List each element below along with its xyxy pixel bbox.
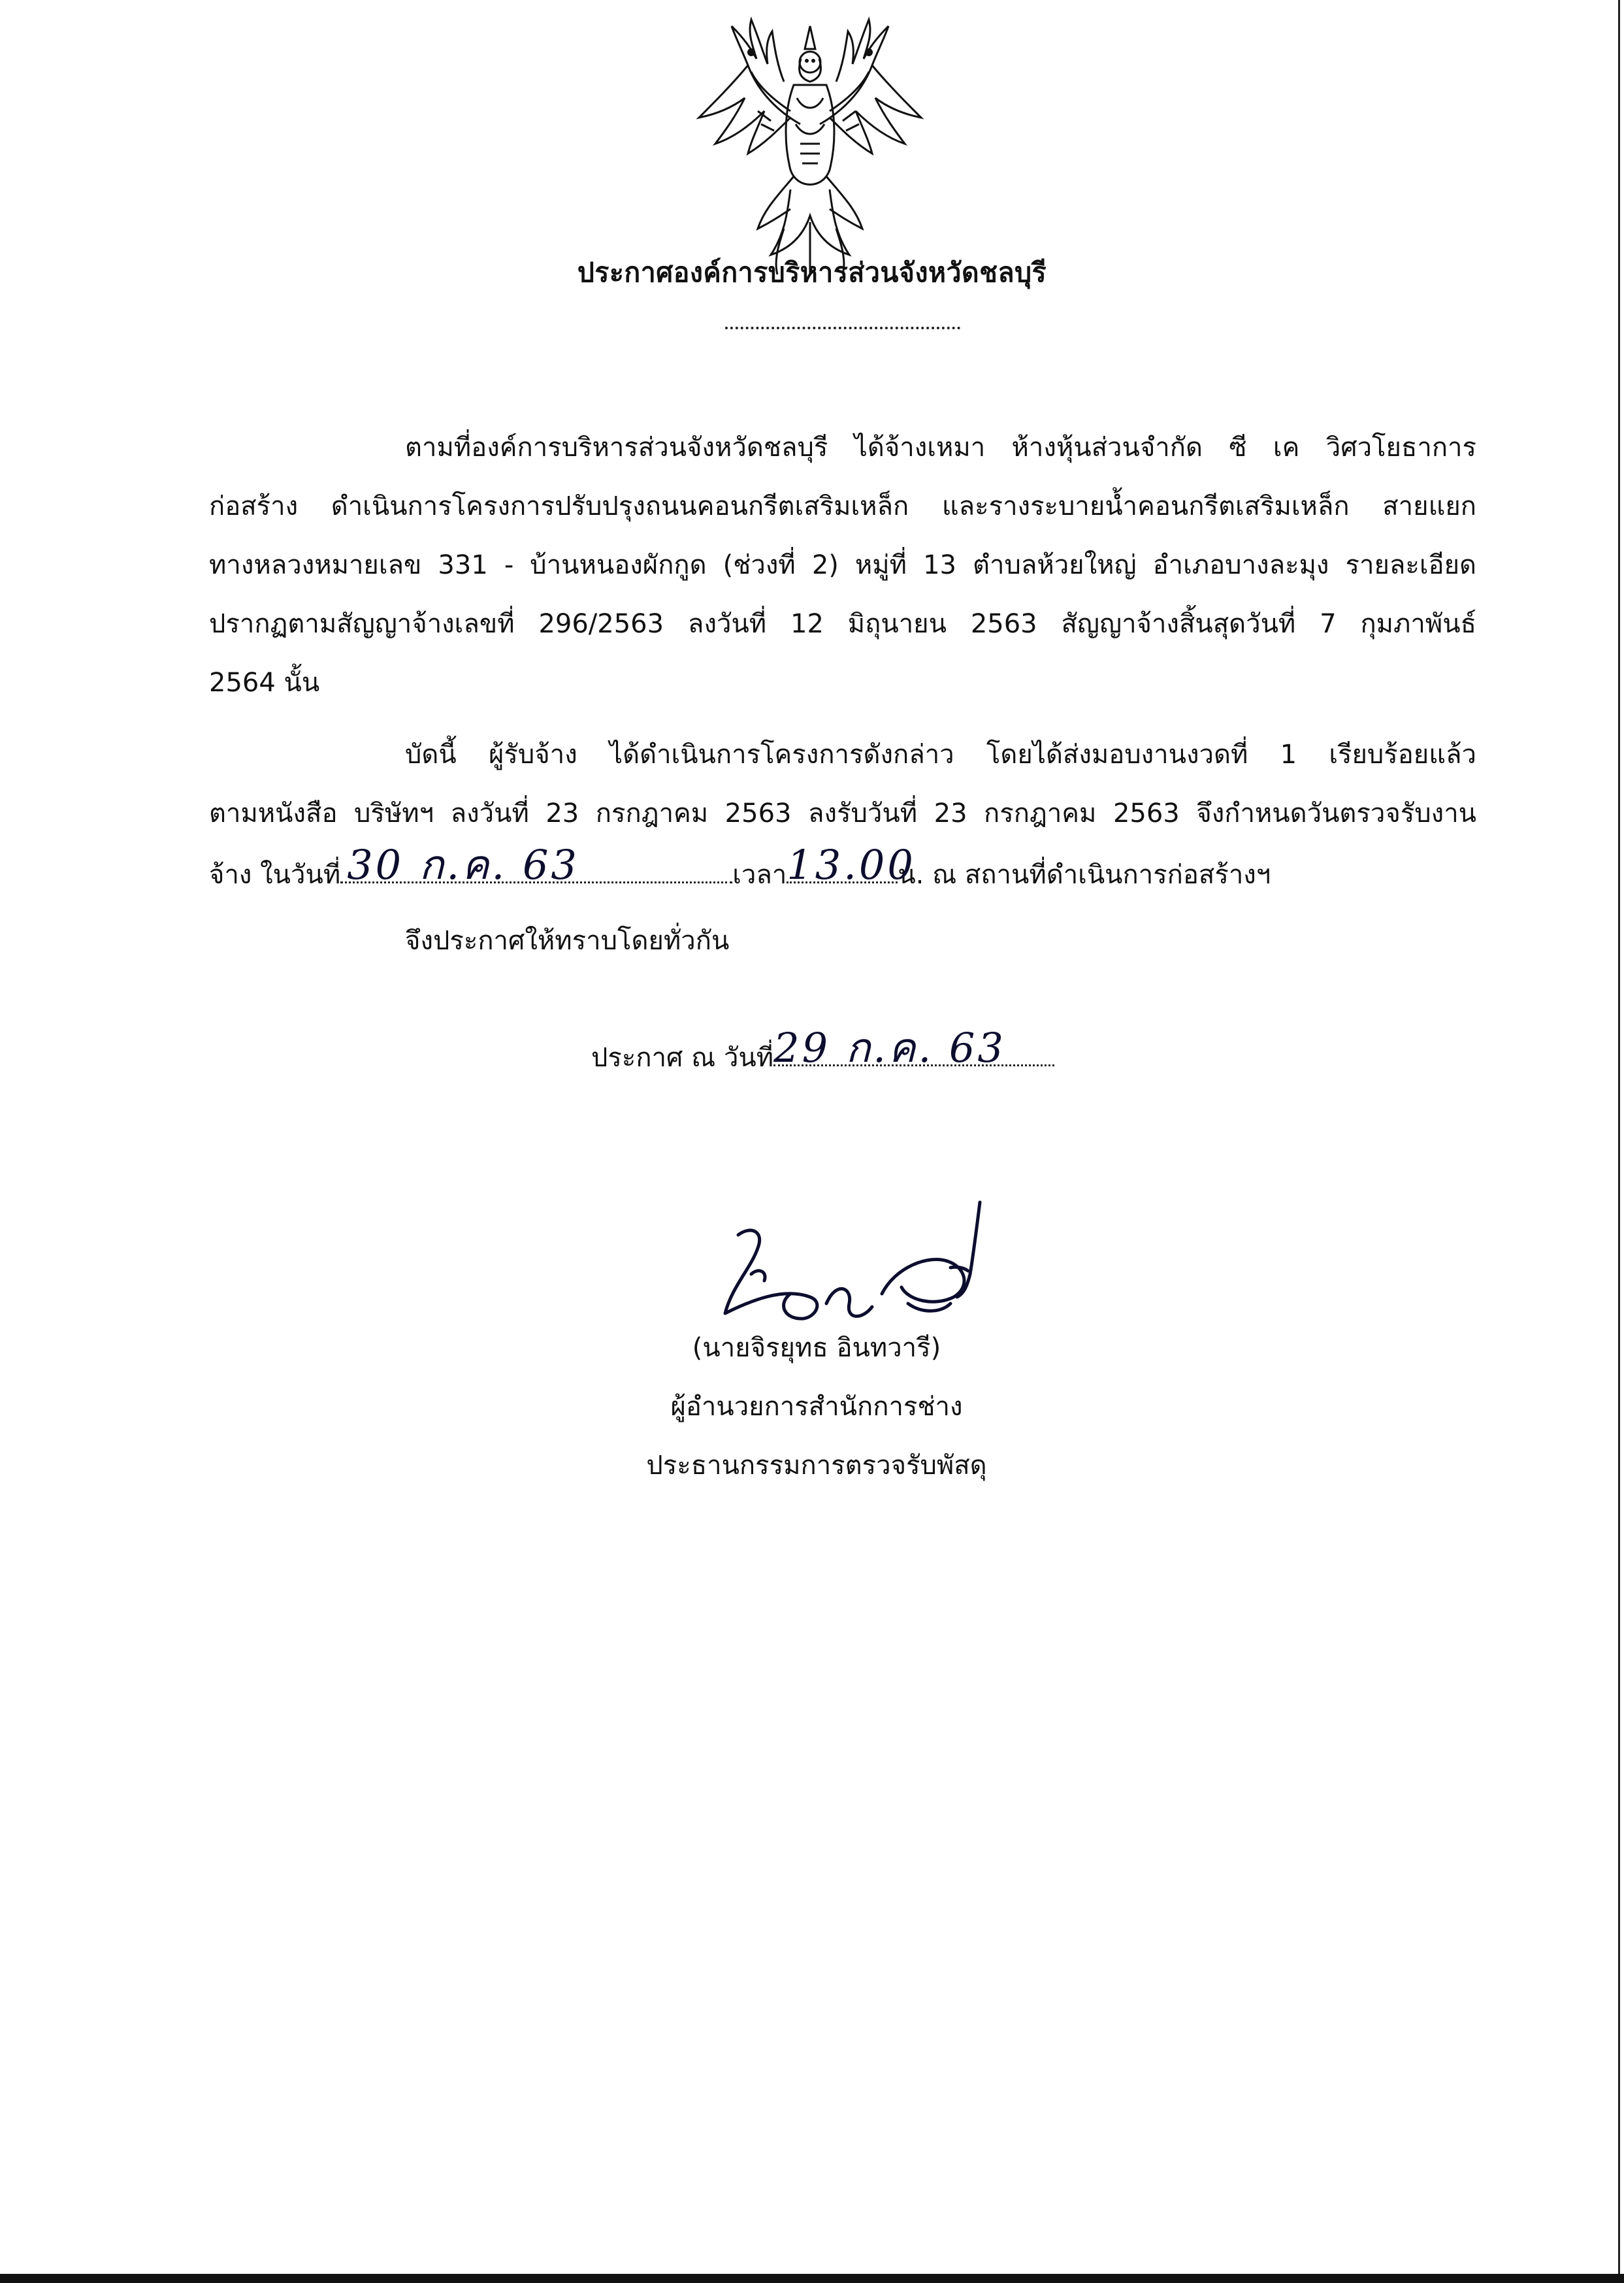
inspection-date-handwritten: 30 ก.ค. 63 xyxy=(347,841,579,889)
title-dotted-divider xyxy=(725,327,960,329)
handwritten-signature xyxy=(712,1189,1019,1339)
para2-line3 xyxy=(209,841,1271,890)
para1-line2: ก่อสร้าง ดำเนินการโครงการปรับปรุงถนนคอนกรีตเสริมเหล็ก และรางระบายน้ำคอนกรีตเสริมเหล็ก สายแยก xyxy=(209,491,1476,521)
announcement-date-handwritten: 29 ก.ค. 63 xyxy=(773,1024,1006,1072)
announcement-date-line xyxy=(591,1024,1054,1073)
signatory-name: (นายจิรยุทธ อินทวารี) xyxy=(692,1333,941,1363)
inspection-time-handwritten: 13.00 xyxy=(787,841,916,889)
signatory-position-1: ผู้อำนวยการสำนักการช่าง xyxy=(670,1392,963,1422)
para1-line5: 2564 นั้น xyxy=(209,668,320,698)
inspection-time-field xyxy=(787,841,916,889)
announcement-date-field xyxy=(773,1024,1054,1072)
scan-edge-bottom xyxy=(0,2274,1624,2283)
para1-line1: ตามที่องค์การบริหารส่วนจังหวัดชลบุรี ได้จ้างเหมา ห้างหุ้นส่วนจำกัด ซี เค วิศวโยธาการ xyxy=(405,433,1476,463)
scan-edge-right xyxy=(1618,0,1620,2283)
garuda-emblem xyxy=(686,13,934,281)
inspection-date-label: จ้าง ในวันที่ xyxy=(209,860,341,890)
document-title: ประกาศองค์การบริหารส่วนจังหวัดชลบุรี xyxy=(577,257,1047,288)
inspection-time-label: เวลา xyxy=(732,860,787,890)
inspection-location: น. ณ สถานที่ดำเนินการก่อสร้างฯ xyxy=(898,860,1271,890)
para2-line1: บัดนี้ ผู้รับจ้าง ได้ดำเนินการโครงการดังกล่าว โดยได้ส่งมอบงานงวดที่ 1 เรียบร้อยแล้ว xyxy=(405,740,1476,770)
para1-line4: ปรากฏตามสัญญาจ้างเลขที่ 296/2563 ลงวันที่ 12 มิถุนายน 2563 สัญญาจ้างสิ้นสุดวันที่ 7 กุมภาพันธ์ xyxy=(209,609,1476,639)
para2-line2: ตามหนังสือ บริษัทฯ ลงวันที่ 23 กรกฎาคม 2563 ลงรับวันที่ 23 กรกฎาคม 2563 จึงกำหนดวันตรวจรับงาน xyxy=(209,798,1476,829)
para3-line: จึงประกาศให้ทราบโดยทั่วกัน xyxy=(405,926,730,956)
announcement-date-label: ประกาศ ณ วันที่ xyxy=(591,1043,774,1073)
para1-line3: ทางหลวงหมายเลข 331 - บ้านหนองผักกูด (ช่วงที่ 2) หมู่ที่ 13 ตำบลห้วยใหญ่ อำเภอบางละมุง รายละเอียด xyxy=(209,550,1476,580)
signatory-position-2: ประธานกรรมการตรวจรับพัสดุ xyxy=(646,1451,987,1481)
inspection-date-field xyxy=(340,841,732,889)
